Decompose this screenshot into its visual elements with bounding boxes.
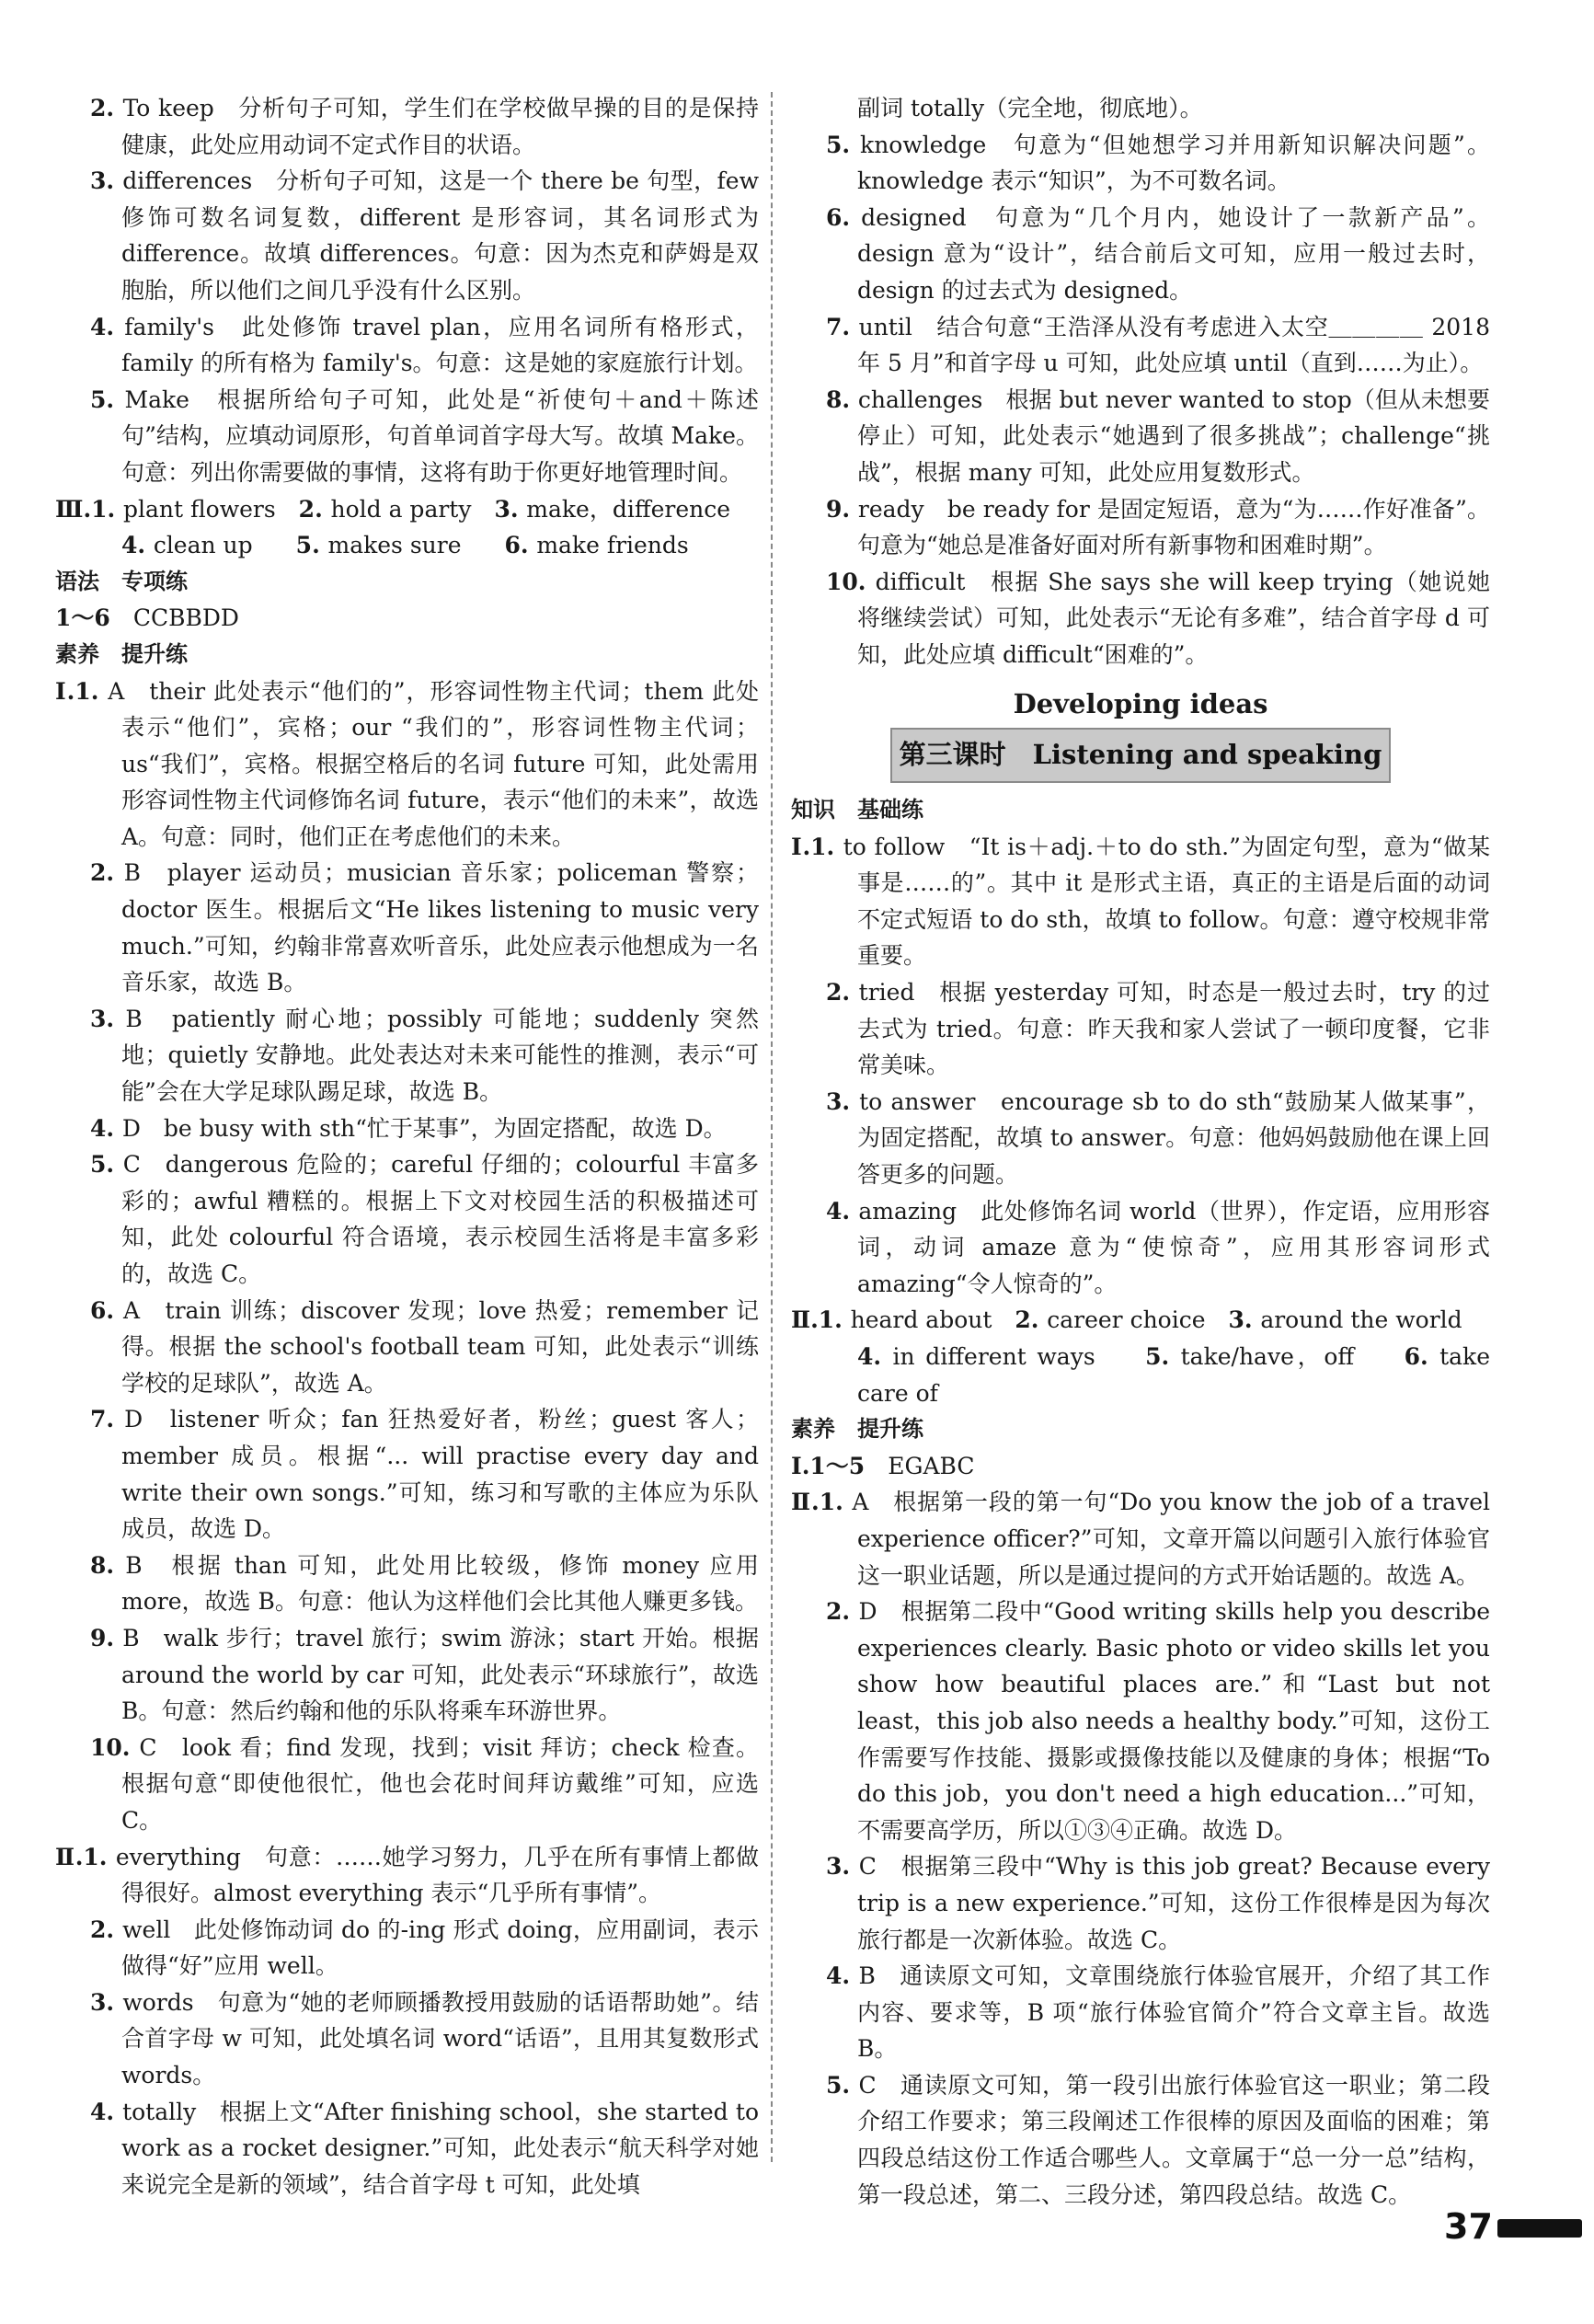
answer-item [55,1547,759,1620]
answer-item [55,1001,759,1110]
answer-item [55,673,759,856]
answer-item [55,1912,759,1985]
item-text: C look 看；find 发现，找到；visit 拜访；check 检查。根据句意“即使他很忙，他也会花时间拜访戴维”可知，应选 C。 [121,1733,760,1834]
answer-item [55,309,759,382]
answer-row [91,496,753,523]
item-text: Make 根据所给句子可知，此处是“祈使句＋and＋陈述句”结构，应填动词原形，句首单词首字母大写。故填 Make。句意：列出你需要做的事情，这将有助于你更好地管理时间。 [121,385,759,486]
section-1-answers [55,673,759,1839]
basic-heading: 知识 基础练 [791,797,923,823]
item-text: tried 根据 yesterday 可知，时态是一般过去时，try 的过去式为 tried。句意：昨天我和家人尝试了一顿印度餐，它非常美味。 [857,979,1490,1079]
item-text: D 根据第二段中“Good writing skills help you describe experiences clearly. Basic photo or video skills let you show how beautiful places are.”和“Last but not least，this job also needs a healthy body.”可知，这份工作需要写作技能、摄影或摄像技能以及健康的身体；根据“To do this job，you don't need a high education...”可知，不需要高学历，所以①③④正确。故选 D。 [857,1598,1491,1844]
item-text: C 根据第三段中“Why is this job great? Because every trip is a new experience.”可知，这份工作很棒是因为每次旅行都是一次新体验。故选 C。 [857,1853,1490,1953]
answer-item [791,491,1490,564]
item-number: 2. [826,979,859,1007]
item-number: 3. [826,1087,860,1115]
answer-item [791,564,1490,673]
item-number: 2. [90,859,124,887]
item-number: 3. [90,1988,123,2016]
item-number: 4. [90,1114,122,1142]
item-number: 1. [819,1489,853,1516]
item-number: 5. [90,1151,123,1179]
section-1-answers [791,829,1490,1303]
item-text: difficult 根据 She says she will keep trying（她说她将继续尝试）可知，此处表示“无论有多难”，结合首字母 d 可知，此处应填 difficult“困难的”。 [857,568,1490,668]
answer-row [55,527,759,564]
answer-item [55,1730,759,1839]
answer-chip: 3. around the world [1228,1306,1485,1334]
item-number: 3. [90,1005,126,1032]
item-text: until 结合句意“王浩泽从没有考虑进入太空＿＿＿＿ 2018 年 5 月”和首字母 u 可知，此处应填 until（直到……为止）。 [857,313,1490,377]
item-text: C 通读原文可知，第一段引出旅行体验官这一职业；第二段介绍工作要求；第三段阐述工作很棒的原因及面临的困难；第四段总结这份工作适合哪些人。文章属于“总一分一总”结构，第一段总述，第二、三段分述，第四段总结。故选 C。 [857,2071,1490,2208]
item-number: 1. [75,677,109,705]
item-number: 3. [826,1853,859,1881]
item-number: 4. [90,313,125,340]
answer-chip: 2. hold a party [298,495,495,523]
answer-chip: 2. career choice [1015,1306,1229,1334]
item-number: 7. [826,313,859,340]
answer-chip: 3. make，difference [494,495,754,523]
answer-item [55,382,759,491]
item-text: B 根据 than 可知，此处用比较级，修饰 money 应用 more，故选 B。句意：他认为这样他们会比其他人赚更多钱。 [121,1551,759,1616]
item-number: 5. [90,385,125,413]
item-text: B 通读原文可知，文章围绕旅行体验官展开，介绍了其工作内容、要求等，B 项“旅行体验官简介”符合文章主旨。故选 B。 [857,1962,1490,2063]
answer-row [819,1306,1485,1333]
left-continued-answers [55,90,759,491]
item-number: 5. [826,2071,859,2099]
grammar-answers: 1～6 CCBBDD [55,604,239,632]
item-number: 9. [826,495,858,523]
right-answers [791,127,1490,673]
item-text: words 句意为“她的老师顾播教授用鼓励的话语帮助她”。结合首字母 w 可知，此处填名词 word“话语”，且用其复数形式 words。 [121,1988,759,2089]
item-number: 6. [826,203,862,231]
answer-item [55,1985,759,2094]
section-1b-answers: Ⅰ.1～5 EGABC [791,1452,975,1479]
item-text: everything 句意：……她学习努力，几乎在所有事情上都做得很好。almost everything 表示“几乎所有事情”。 [115,1843,759,1907]
item-text: A their 此处表示“他们的”，形容词性物主代词；them 此处表示“他们”，宾格；our “我们的”，形容词性物主代词；us“我们”，宾格。根据空格后的名词 future 可知，此处需用形容词性物主代词修饰名词 future，表示“他们的未来”，故选 A。句意：同时，他们正在考虑他们的未来。 [108,677,759,850]
answer-item [791,829,1490,974]
item-text: A train 训练；discover 发现；love 热爱；remember 记得。根据 the school's football team 可知，此处表示“训练学校的足球队”，故选 A。 [121,1296,759,1397]
answer-chip: 6. take care of [857,1343,1491,1407]
item-text: challenges 根据 but never wanted to stop（但从未想要停止）可知，此处表示“她遇到了很多挑战”；challenge“挑战”，根据 many 可知，此处应用复数形式。 [857,385,1490,486]
left-column [55,90,759,2203]
answer-item [55,855,759,1000]
continued-line: 副词 totally（完全地，彻底地）。 [857,95,1203,121]
answer-item [55,163,759,308]
answer-chip: 5. take/have，off [1145,1343,1384,1370]
item-text: B player 运动员；musician 音乐家；policeman 警察；doctor 医生。根据后文“He likes listening to music very much.”可知，约翰非常喜欢听音乐，此处应表示他想成为一名音乐家，故选 B。 [121,859,759,996]
item-number: 1. [810,833,843,860]
improve-heading: 素养 提升练 [791,1416,923,1443]
item-text: differences 分析句子可知，这是一个 there be 句型，few 修饰可数名词复数，different 是形容词，其名词形式为 difference。故填 differences。句意：因为杰克和萨姆是双胞胎，所以他们之间几乎没有什么区别。 [121,167,759,304]
section-title: Developing ideas [1013,687,1268,719]
item-number: 2. [90,1916,123,1943]
section-2-answers [55,1839,759,2203]
item-text: ready be ready for 是固定短语，意为“为……作好准备”。句意为“她总是准备好面对所有新事物和困难时期”。 [857,495,1490,559]
item-text: well 此处修饰动词 do 的-ing 形式 doing，应用副词，表示做得“好”应用 well。 [121,1916,759,1980]
item-text: to answer encourage sb to do sth“鼓励某人做某事”，为固定搭配，故填 to answer。句意：他妈妈鼓励他在课上回答更多的问题。 [857,1087,1490,1189]
lesson-title-bar: 第三课时 Listening and speaking [890,728,1391,783]
item-number: 8. [90,1551,126,1579]
grammar-heading: 语法 专项练 [55,568,188,594]
answer-chip: 6. make friends [504,532,712,559]
page-number: 37 [1444,2206,1493,2247]
section-label: Ⅱ. [55,1843,84,1870]
answer-item [791,2067,1490,2213]
item-number: 7. [90,1406,125,1433]
item-number: 10. [90,1733,140,1761]
answer-chip: 4. clean up [121,532,276,559]
page-number-bar [1497,2219,1582,2238]
item-text: amazing 此处修饰名词 world（世界），作定语，应用形容词，动词 amaze 意为“使惊奇”，应用其形容词形式 amazing“令人惊奇的”。 [857,1197,1490,1297]
column-divider [771,92,773,2162]
answer-item [791,1958,1490,2067]
answer-chip: 1. plant flowers [91,495,299,523]
answer-item [791,127,1490,200]
answer-item [791,1193,1490,1303]
section-label: Ⅲ. [55,495,92,523]
section-3-answers [55,491,759,528]
improve-heading: 素养 提升练 [55,640,188,667]
item-number: 8. [826,385,858,413]
item-text: D be busy with sth“忙于某事”，为固定搭配，故选 D。 [121,1114,727,1142]
answer-item [55,1146,759,1292]
item-text: to follow “It is＋adj.＋to do sth.”为固定句型，意为“做某事是……的”。其中 it 是形式主语，真正的主语是后面的动词不定式短语 to do sth，故填 to follow。句意：遵守校规非常重要。 [843,833,1490,970]
answer-item [791,1084,1490,1193]
item-number: 9. [90,1624,123,1651]
section-label: Ⅰ. [55,677,75,705]
item-number: 3. [90,167,123,195]
right-column [791,90,1490,2213]
section-label: Ⅰ. [791,833,811,860]
item-number: 1. [83,1843,116,1870]
answer-chip: 5. makes sure [295,532,485,559]
answer-item [791,1593,1490,1848]
section-label: Ⅱ. [791,1489,820,1516]
item-number: 4. [826,1197,859,1225]
item-text: A 根据第一段的第一句“Do you know the job of a travel experience officer?”可知，文章开篇以问题引入旅行体验官这一职业话题，所以是通过提问的方式开始话题的。故选 A。 [852,1489,1490,1589]
answer-item [55,1293,759,1402]
answer-item [791,974,1490,1084]
item-number: 6. [90,1296,124,1324]
answer-item [55,2094,759,2203]
item-text: family's 此处修饰 travel plan，应用名词所有格形式，family 的所有格为 family's。句意：这是她的家庭旅行计划。 [121,313,759,377]
item-number: 2. [826,1598,859,1626]
item-number: 2. [90,95,123,121]
answer-item [791,200,1490,309]
answer-chip: 1. heard about [818,1306,1015,1334]
item-number: 5. [826,131,861,158]
answer-item [55,90,759,163]
item-text: To keep 分析句子可知，学生们在学校做早操的目的是保持健康，此处应用动词不定式作目的状语。 [121,95,759,158]
item-text: knowledge 句意为“但她想学习并用新知识解决问题”。knowledge 表示“知识”，为不可数名词。 [857,131,1490,195]
item-text: designed 句意为“几个月内，她设计了一款新产品”。design 意为“设计”，结合前后文可知，应用一般过去时，design 的过去式为 designed。 [857,203,1491,304]
item-text: B patiently 耐心地；possibly 可能地；suddenly 突然地；quietly 安静地。此处表达对未来可能性的推测，表示“可能”会在大学足球队踢足球，故选 B。 [121,1005,759,1106]
answer-item [55,1401,759,1547]
item-text: B walk 步行；travel 旅行；swim 游泳；start 开始。根据 around the world by car 可知，此处表示“环球旅行”，故选 B。句意：然后约翰和他的乐队将乘车环游世界。 [121,1624,759,1725]
answer-item [55,1110,759,1147]
section-2b-answers [791,1484,1490,2213]
item-number: 10. [826,568,876,595]
item-text: C dangerous 危险的；careful 仔细的；colourful 丰富多彩的；awful 糟糕的。根据上下文对校园生活的积极描述可知，此处 colourful 符合语境，表示校园生活将是丰富多彩的，故选 C。 [121,1151,759,1287]
answer-item [791,1848,1490,1958]
section-2-answers: Ⅱ.1. heard about 2. career choice 3. around the world [791,1306,1485,1334]
item-number: 4. [826,1962,859,1990]
item-number: 4. [90,2098,123,2125]
answer-item [55,1839,759,1912]
answer-item [791,382,1490,491]
answer-item [55,1620,759,1730]
item-text: totally 根据上文“After finishing school，she started to work as a rocket designer.”可知，此处表示“航天科学对她来说完全是新的领域”，结合首字母 t 可知，此处填 [121,2098,759,2198]
answer-item [791,1484,1490,1593]
answer-chip: 4. in different ways [857,1343,1126,1370]
answer-row [791,1339,1490,1411]
answer-item [791,309,1490,382]
item-text: D listener 听众；fan 狂热爱好者，粉丝；guest 客人；member 成员。根据“... will practise every day and write their own songs.”可知，练习和写歌的主体应为乐队成员，故选 D。 [121,1406,759,1543]
